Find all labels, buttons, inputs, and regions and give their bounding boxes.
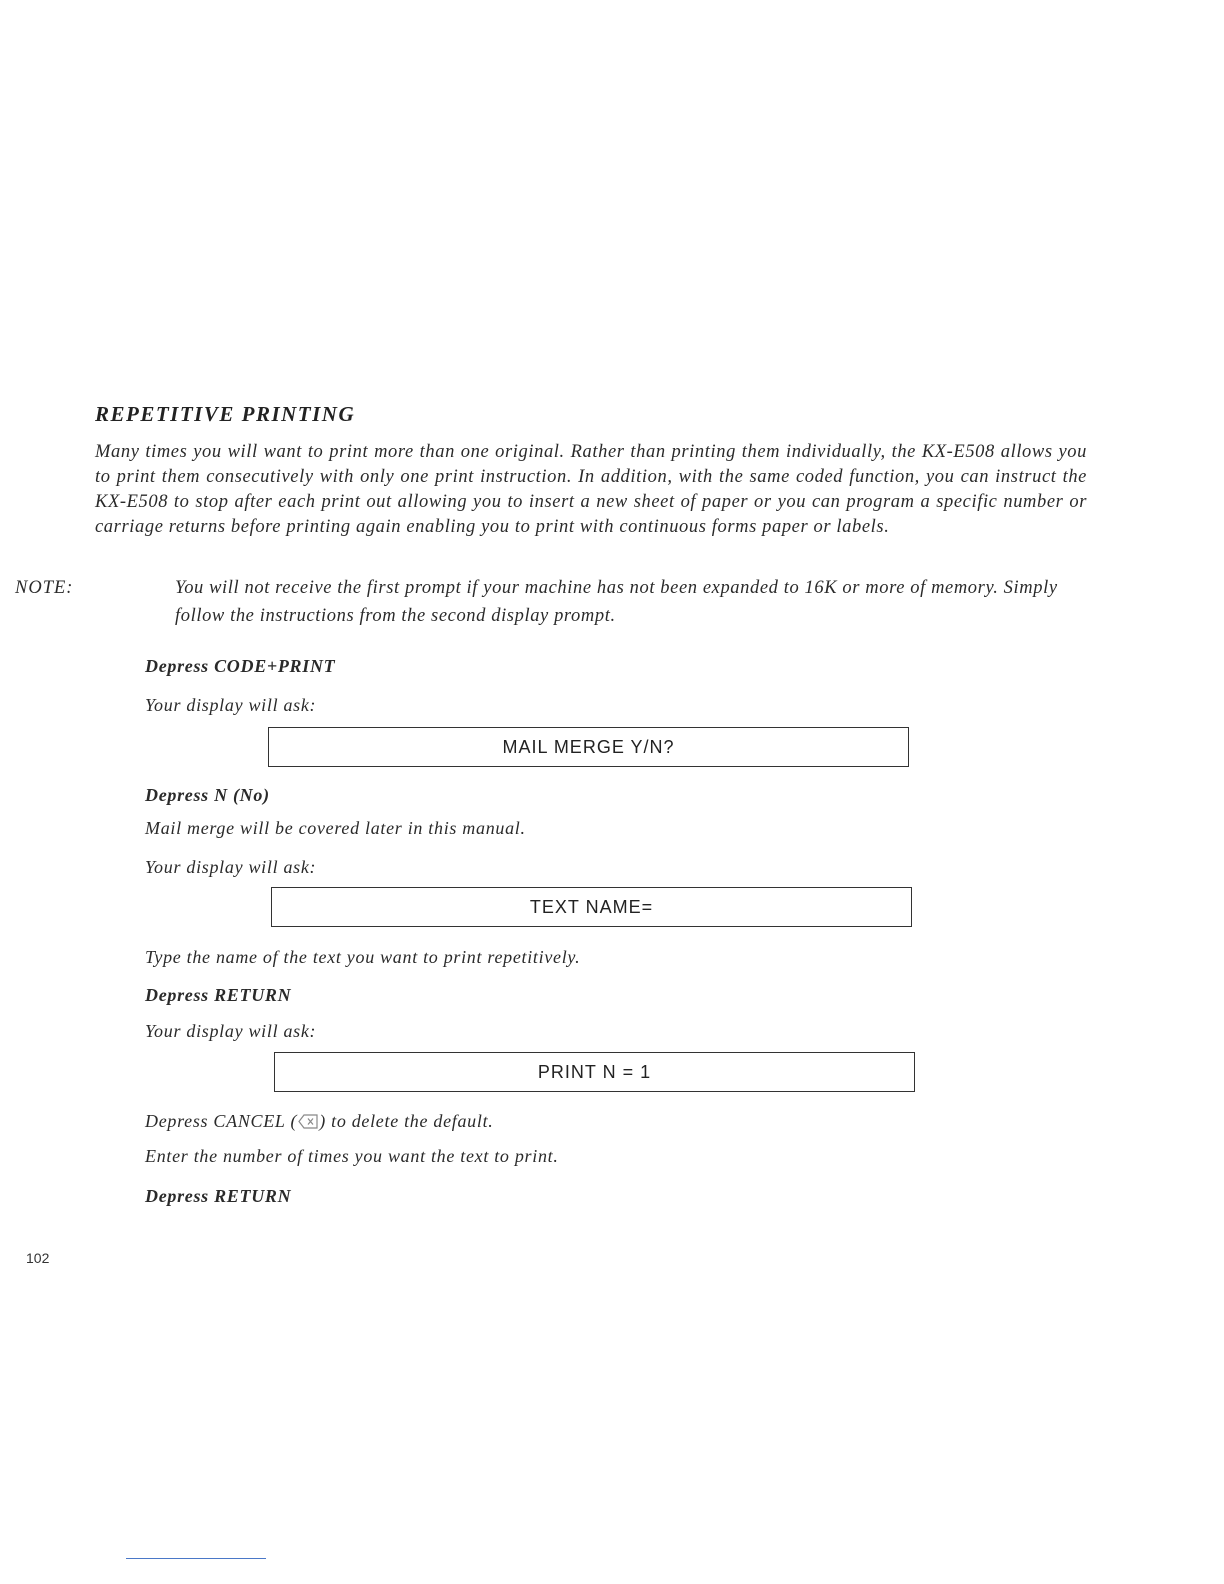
step-display-ask-1: Your display will ask:: [145, 695, 317, 715]
section-title: REPETITIVE PRINTING: [95, 402, 356, 426]
display-print-n: [274, 1052, 915, 1092]
display-text-name-text: TEXT NAME=: [529, 896, 654, 917]
step-depress-cancel: [145, 1111, 493, 1134]
footer-rule: [126, 1558, 266, 1559]
step-cancel-after: ) to delete the default.: [319, 1111, 494, 1131]
display-text-name: [271, 887, 912, 927]
display-mail-merge: [268, 727, 909, 767]
step-depress-return-2: Depress RETURN: [145, 1186, 292, 1206]
step-cancel-before: Depress CANCEL (: [145, 1111, 298, 1131]
note-body: [15, 574, 1087, 630]
step-depress-code-print: Depress CODE+PRINT: [145, 656, 336, 676]
note-text: You will not receive the first prompt if your machine has not been expanded to 16K or more of memory. Simply follow the instructions from the second display prompt.: [175, 578, 1058, 626]
step-depress-n: Depress N (No): [145, 785, 270, 805]
step-mail-merge-note: Mail merge will be covered later in this manual.: [145, 818, 526, 838]
page-number: 102: [26, 1250, 50, 1266]
display-print-n-text: PRINT N = 1: [537, 1061, 652, 1082]
step-display-ask-3: Your display will ask:: [145, 1021, 317, 1041]
display-mail-merge-text: MAIL MERGE Y/N?: [502, 736, 675, 757]
intro-paragraph: Many times you will want to print more than one original. Rather than printing them individually, the KX-E508 allows you to print them consecutively with only one print instruction. In addition, with the same coded function, you can instruct the KX-E508 to stop after each print out allowing you to insert a new sheet of paper or you can program a specific number or carriage returns before printing again enabling you to print with continuous forms paper or labels.: [95, 442, 1087, 537]
step-depress-return-1: Depress RETURN: [145, 985, 292, 1005]
step-type-text-name: Type the name of the text you want to print repetitively.: [145, 947, 581, 967]
note-block: [15, 574, 1087, 630]
note-label: NOTE:: [15, 578, 74, 598]
step-enter-number: Enter the number of times you want the text to print.: [145, 1146, 559, 1166]
step-display-ask-2: Your display will ask:: [145, 857, 317, 877]
delete-backspace-icon: [298, 1113, 318, 1134]
